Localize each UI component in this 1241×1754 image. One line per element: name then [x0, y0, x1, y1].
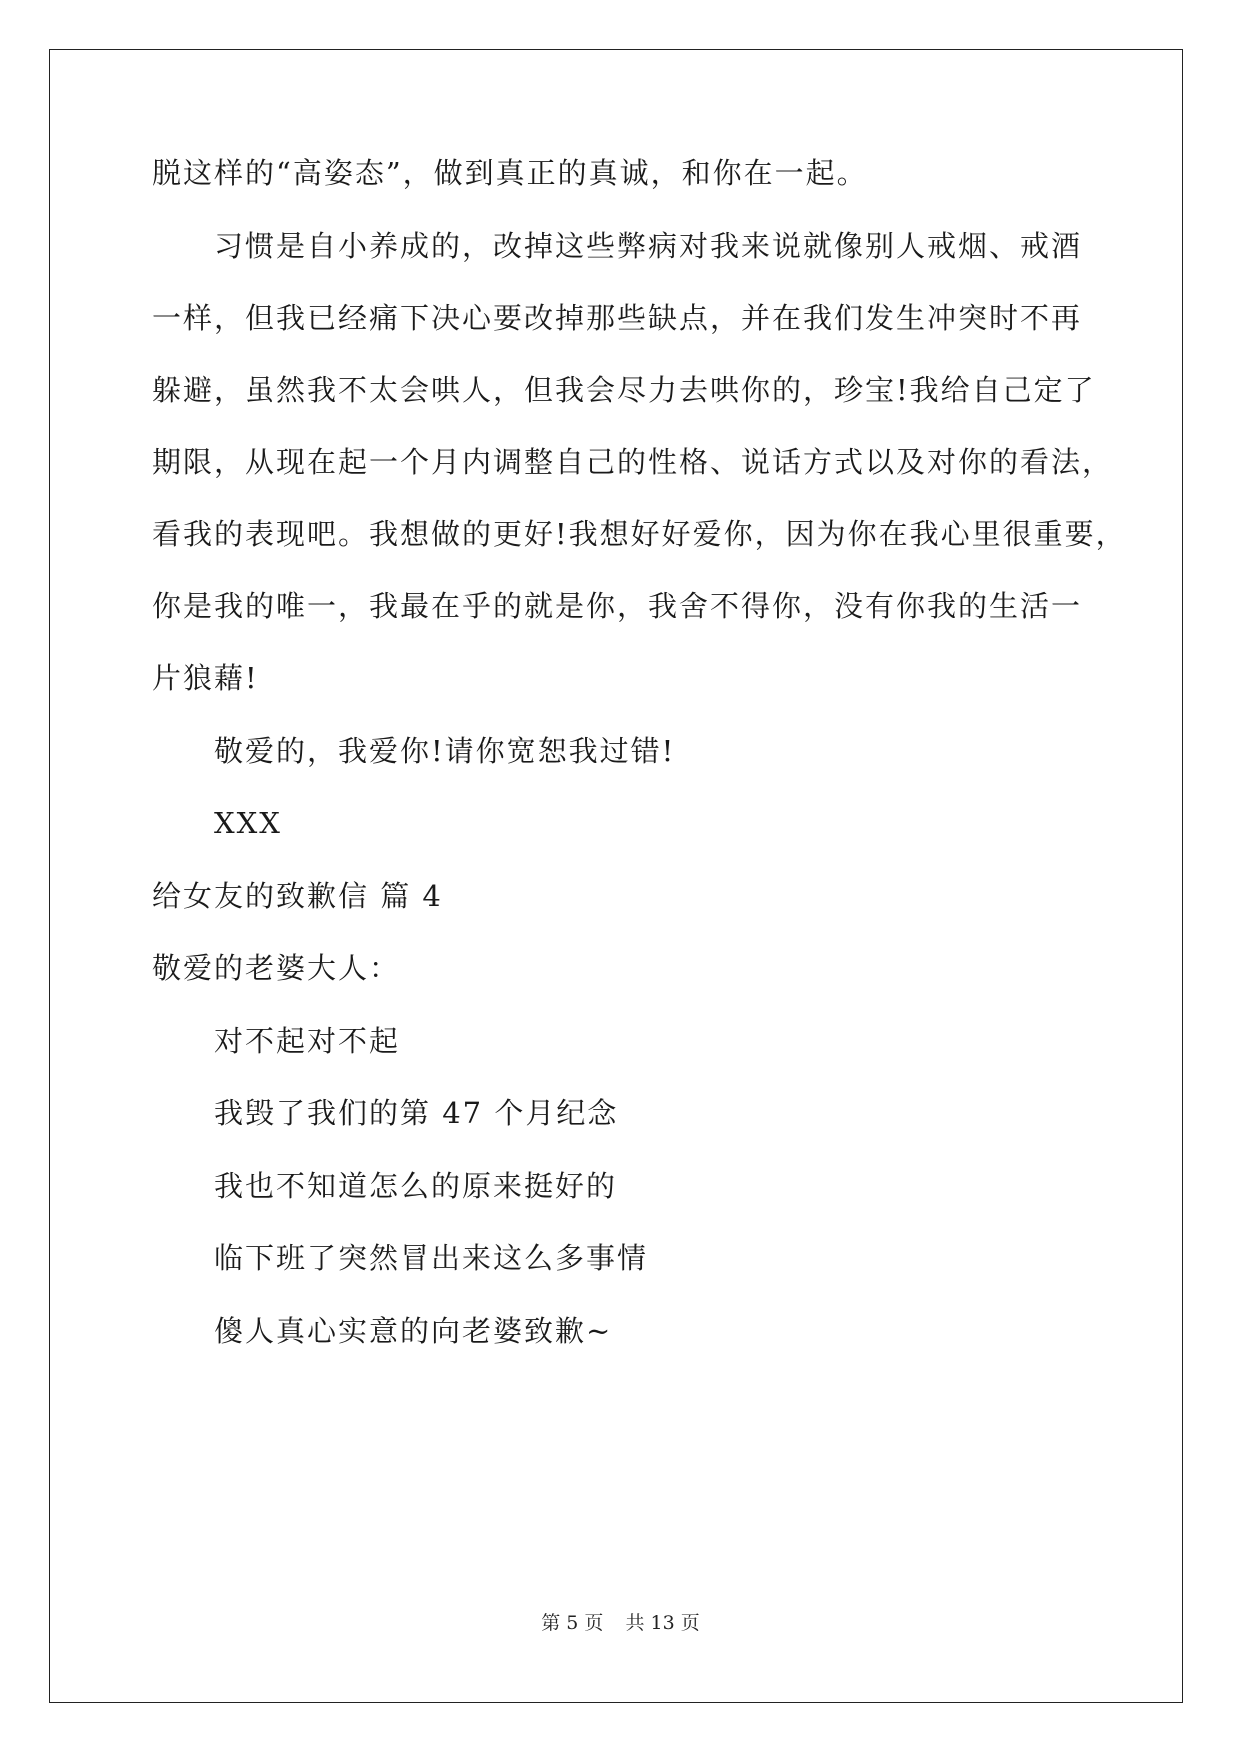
text-line-6: 看我的表现吧。我想做的更好!我想好好爱你，因为你在我心里很重要，: [152, 517, 1127, 551]
text-line-2: 习惯是自小养成的，改掉这些弊病对我来说就像别人戒烟、戒酒: [214, 229, 1083, 263]
text-line-9: 敬爱的，我爱你!请你宽恕我过错!: [214, 734, 676, 768]
page-number: 第 5 页: [541, 1612, 604, 1634]
text-line-4: 躲避，虽然我不太会哄人，但我会尽力去哄你的，珍宝!我给自己定了: [152, 373, 1096, 407]
salutation: 敬爱的老婆大人：: [152, 951, 401, 985]
section-heading: 给女友的致歉信 篇 4: [152, 879, 443, 913]
page-footer: [0, 1608, 1241, 1635]
text-line-14: 我毁了我们的第 47 个月纪念: [214, 1096, 619, 1130]
text-line-1: 脱这样的“高姿态”，做到真正的真诚，和你在一起。: [152, 156, 868, 190]
text-line-7: 你是我的唯一，我最在乎的就是你，我舍不得你，没有你我的生活一: [152, 589, 1083, 623]
text-line-17: 傻人真心实意的向老婆致歉~: [214, 1314, 613, 1348]
text-line-15: 我也不知道怎么的原来挺好的: [214, 1169, 618, 1203]
text-line-16: 临下班了突然冒出来这么多事情: [214, 1241, 649, 1275]
text-line-5: 期限，从现在起一个月内调整自己的性格、说话方式以及对你的看法，: [152, 445, 1114, 479]
signature: XXX: [214, 806, 282, 840]
page-total: 共 13 页: [625, 1612, 700, 1634]
text-line-8: 片狼藉!: [152, 661, 259, 695]
text-line-13: 对不起对不起: [214, 1024, 401, 1058]
text-line-3: 一样，但我已经痛下决心要改掉那些缺点，并在我们发生冲突时不再: [152, 301, 1083, 335]
